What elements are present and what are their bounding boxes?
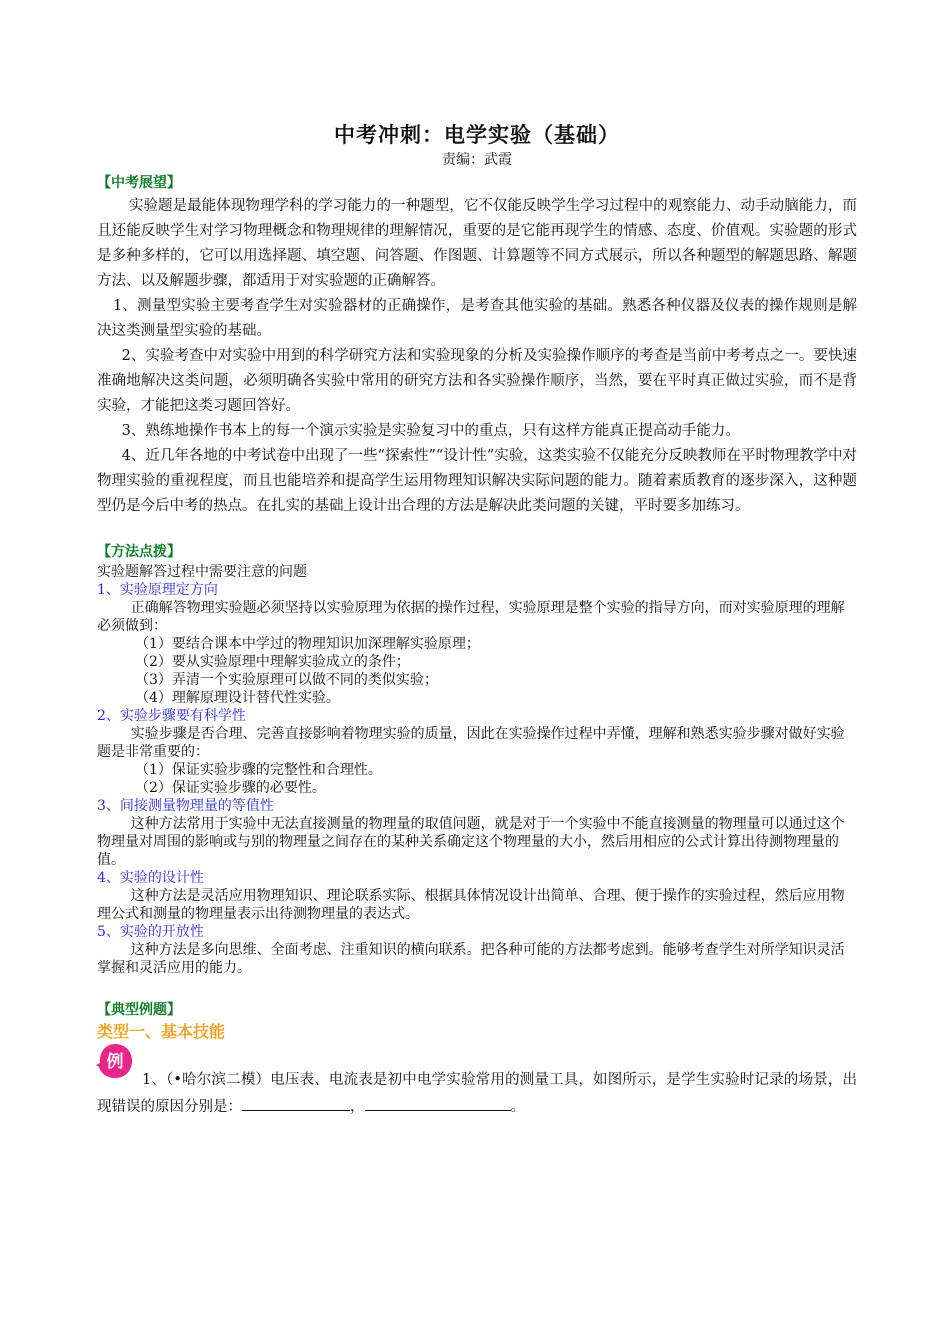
method-text-3: 这种方法常用于实验中无法直接测量的物理量的取值问题，就是对于一个实验中不能直接测量的物理量可以通过这个物理量对周围的影响或与别的物理量之间存在的某种关系确定这个物理量的大小，然后用相应的公式计算出待测物理量的值。 (97, 816, 845, 868)
method-sub-item: （4）理解原理设计替代性实验。 (135, 690, 340, 706)
method-heading-2: 2、实验步骤要有科学性 (97, 708, 246, 724)
outlook-intro: 实验题是最能体现物理学科的学习能力的一种题型，它不仅能反映学生学习过程中的观察能力、动手动脑能力，而且还能反映学生对学习物理概念和物理规律的理解情况，重要的是它能再现学生的情感、态度、价值观。实验题的形式是多种多样的，它可以用选择题、填空题、问答题、作图题、计算题等不同方式展示，所以各种题型的解题思路、解题方法、以及解题步骤，都适用于对实验题的正确解答。 (97, 198, 857, 289)
answer-blank-2[interactable] (365, 1096, 511, 1111)
method-heading-1: 1、实验原理定方向 (97, 582, 218, 598)
method-heading-5: 5、实验的开放性 (97, 924, 204, 940)
section-heading-examples: 【典型例题】 (97, 1002, 181, 1018)
method-sub-item: （1）要结合课本中学过的物理知识加深理解实验原理； (135, 636, 480, 652)
page-title: 中考冲刺：电学实验（基础） (334, 123, 620, 147)
outlook-point-1: 1、测量型实验主要考查学生对实验器材的正确操作，是考查其他实验的基础。熟悉各种仪器及仪表的操作规则是解决这类测量型实验的基础。 (97, 298, 857, 339)
method-text-1: 正确解答物理实验题必须坚持以实验原理为依据的操作过程，实验原理是整个实验的指导方向，而对实验原理的理解必须做到： (97, 600, 845, 634)
outlook-point-3: 3、熟练地操作书本上的每一个演示实验是实验复习中的重点，只有这样方能真正提高动手能力。 (121, 423, 740, 439)
question-1-separator: ， (350, 1099, 365, 1115)
method-intro: 实验题解答过程中需要注意的问题 (97, 564, 307, 580)
outlook-point-2: 2、实验考查中对实验中用到的科学研究方法和实验现象的分析及实验操作顺序的考查是当前中考考点之一。要快速准确地解决这类问题，必须明确各实验中常用的研究方法和各实验操作顺序，当然，要在平时真正做过实验，而不是背实验，才能把这类习题回答好。 (97, 348, 857, 414)
question-1 (97, 1047, 857, 1121)
method-sub-item: （3）弄清一个实验原理可以做不同的类似实验； (135, 672, 438, 688)
outlook-point-4: 4、近几年各地的中考试卷中出现了一些“探索性”“设计性”实验，这类实验不仅能充分反映教师在平时物理教学中对物理实验的重视程度，而且也能培养和提高学生运用物理知识解决实际问题的能力。随着素质教育的逐步深入，这种题型仍是今后中考的热点。在扎实的基础上设计出合理的方法是解决此类问题的关键，平时要多加练习。 (97, 448, 857, 514)
example-badge-label: 例 (106, 1052, 124, 1072)
method-sub-item: （1）保证实验步骤的完整性和合理性。 (135, 762, 382, 778)
document-page (97, 120, 857, 1121)
example-1 (97, 1043, 857, 1121)
section-heading-method: 【方法点拨】 (97, 544, 181, 560)
section-heading-outlook: 【中考展望】 (97, 175, 181, 191)
example-badge-icon (95, 1041, 135, 1081)
editor-line: 责编：武霞 (442, 152, 512, 168)
method-sub-item: （2）保证实验步骤的必要性。 (135, 780, 326, 796)
type-heading-1: 类型一、基本技能 (97, 1022, 226, 1041)
method-text-2: 实验步骤是否合理、完善直接影响着物理实验的质量，因此在实验操作过程中弄懂，理解和熟悉实验步骤对做好实验题是非常重要的： (97, 726, 845, 760)
question-1-end: 。 (510, 1099, 525, 1115)
method-text-5: 这种方法是多向思维、全面考虑、注重知识的横向联系。把各种可能的方法都考虑到。能够考查学生对所学知识灵活掌握和灵活应用的能力。 (97, 942, 845, 976)
question-1-text: 1、（•哈尔滨二模）电压表、电流表是初中电学实验常用的测量工具，如图所示，是学生实验时记录的场景，出现错误的原因分别是： (97, 1072, 857, 1115)
answer-blank-1[interactable] (242, 1096, 350, 1111)
method-heading-4: 4、实验的设计性 (97, 870, 204, 886)
method-text-4: 这种方法是灵活应用物理知识、理论联系实际、根据具体情况设计出简单、合理、便于操作的实验过程，然后应用物理公式和测量的物理量表示出待测物理量的表达式。 (97, 888, 845, 922)
method-heading-3: 3、间接测量物理量的等值性 (97, 798, 274, 814)
method-sub-item: （2）要从实验原理中理解实验成立的条件； (135, 654, 410, 670)
